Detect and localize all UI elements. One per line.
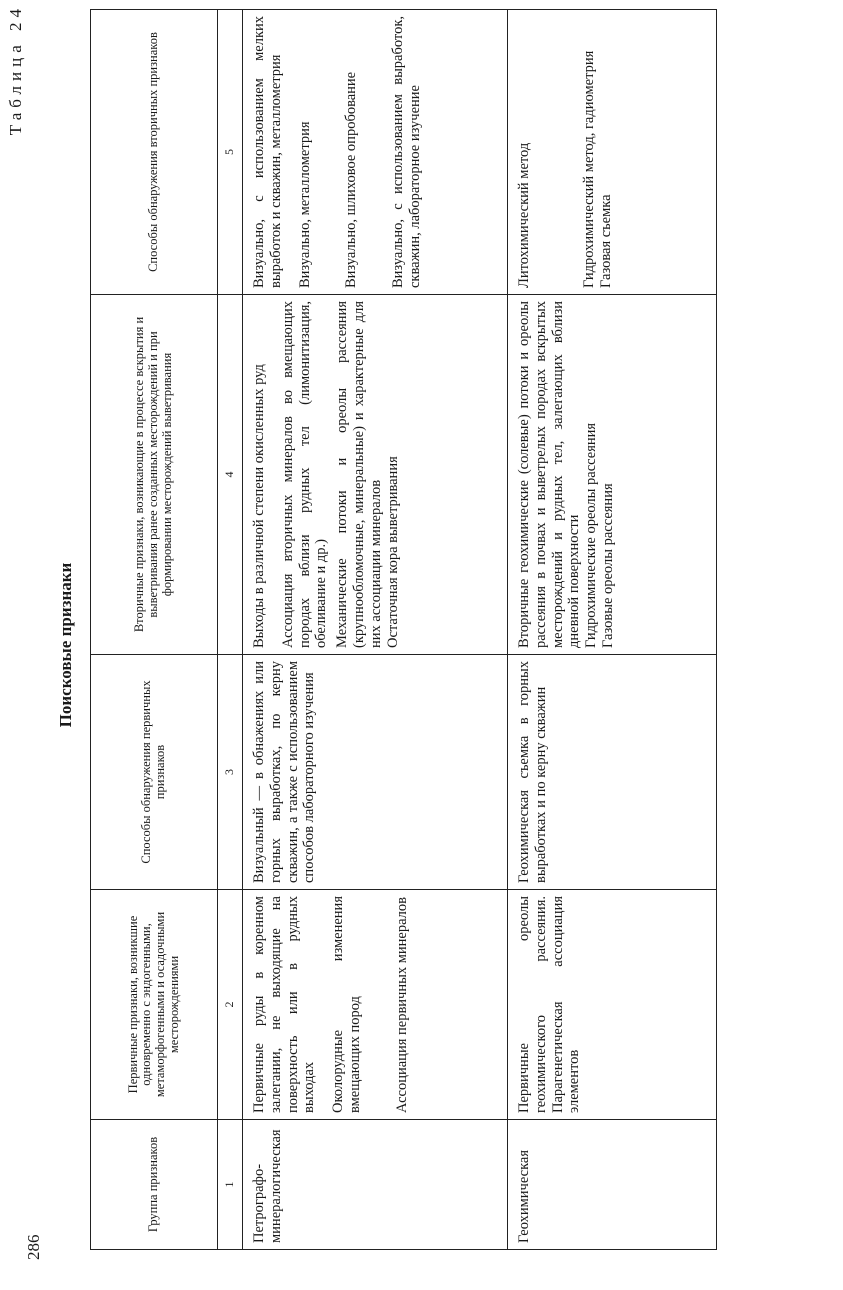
page-number: 286 bbox=[24, 1234, 43, 1260]
secondary-signs-cell bbox=[243, 295, 508, 655]
secondary-method: Газовая съемка bbox=[597, 194, 614, 288]
column-number: 4 bbox=[218, 295, 243, 655]
secondary-method: Литохимический метод bbox=[516, 142, 532, 288]
primary-methods-cell bbox=[508, 655, 717, 890]
primary-sign: Первичные руды в коренном залегании, не выходящие на поверхность или в рудных выходах bbox=[251, 896, 318, 1113]
column-number: 3 bbox=[218, 655, 243, 890]
header-cell-3: Способы обнаружения первичных признаков bbox=[91, 655, 218, 890]
group-label: Петрографо-минералогическая bbox=[251, 1129, 284, 1243]
secondary-method: Визуально, шлиховое опробование bbox=[343, 71, 360, 288]
primary-signs-cell bbox=[508, 890, 717, 1120]
secondary-method: Гидрохимический метод, гадиометрия bbox=[580, 50, 597, 288]
header-cell-5: Способы обнаружения вторичных признаков bbox=[91, 10, 218, 295]
table-heading: Поисковые признаки bbox=[56, 562, 75, 728]
group-cell bbox=[508, 1120, 717, 1250]
header-cell-1: Группа признаков bbox=[91, 1120, 218, 1250]
header-cell-4: Вторичные признаки, возникающие в процессе вскрытия и выветривания ранее созданных месторождений и при формировании месторождений выветривания bbox=[91, 295, 218, 655]
column-number-row bbox=[218, 10, 243, 1250]
secondary-methods-cell bbox=[508, 10, 717, 295]
primary-sign: Ассоциация первичных минералов bbox=[393, 897, 410, 1113]
secondary-signs-cell bbox=[508, 295, 717, 655]
table-row-geochemical bbox=[508, 10, 717, 1250]
secondary-sign: Механические потоки и ореолы рассеяния (крупнообломочные, минеральные) и характерные для них ассоциации минералов bbox=[334, 301, 384, 648]
primary-sign: Околорудные изменения вмещающих пород bbox=[330, 896, 364, 1113]
search-signs-table bbox=[90, 9, 717, 1250]
secondary-sign: Остаточная кора выветривания bbox=[384, 456, 401, 648]
secondary-method: Визуально, с использованием выработок, скважин, лабораторное изучение bbox=[390, 16, 424, 288]
secondary-methods-cell bbox=[243, 10, 508, 295]
primary-method: Геохимическая съемка в горных выработках и по керну скважин bbox=[516, 661, 549, 883]
secondary-sign: Гидрохимические ореолы рассеяния bbox=[583, 422, 600, 648]
primary-signs-cell bbox=[243, 890, 508, 1120]
column-number: 2 bbox=[218, 890, 243, 1120]
secondary-sign: Газовые ореолы рассеяния bbox=[600, 483, 617, 648]
secondary-sign: Вторичные геохимические (солевые) потоки и ореолы рассеяния в почвах и выветрелых породах вскрытых месторождений и рудных тел, залегающих вблизи дневной поверхности bbox=[516, 301, 583, 648]
table-row-petrographic bbox=[243, 10, 508, 1250]
secondary-sign: Выходы в различной степени окисленных руд bbox=[251, 364, 267, 648]
primary-method: Визуальный — в обнажениях или горных выработках, по керну скважин, а также с использованием способов лабораторного изучения bbox=[251, 661, 318, 883]
secondary-sign: Ассоциация вторичных минералов во вмещающих породах вблизи рудных тел (лимонитизация, обеливание и др.) bbox=[279, 301, 330, 648]
secondary-method: Визуально, металлометрия bbox=[296, 121, 313, 288]
header-row bbox=[91, 10, 218, 1250]
header-cell-2: Первичные признаки, возникшие одновременно с эндогенными, метаморфогенными и осадочными месторождениями bbox=[91, 890, 218, 1120]
column-number: 5 bbox=[218, 10, 243, 295]
group-label: Геохимическая bbox=[516, 1149, 532, 1243]
primary-sign: Первичные ореолы геохимического рассеяния. Парагенетическая ассоциация элементов bbox=[516, 896, 583, 1113]
column-number: 1 bbox=[218, 1120, 243, 1250]
group-cell bbox=[243, 1120, 508, 1250]
secondary-method: Визуально, с использованием мелких выработок и скважин, металлометрия bbox=[251, 16, 284, 288]
table-label: Таблица 24 bbox=[6, 4, 25, 136]
primary-methods-cell bbox=[243, 655, 508, 890]
